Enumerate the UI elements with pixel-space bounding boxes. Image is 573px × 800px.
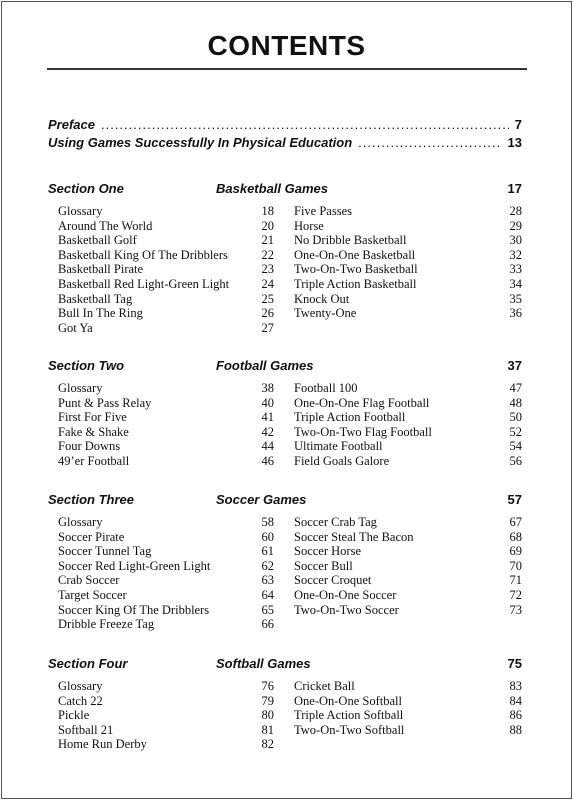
game-entry[interactable] <box>58 248 274 263</box>
game-title: Football 100 <box>294 381 358 395</box>
game-entry[interactable] <box>58 588 274 603</box>
game-entry[interactable] <box>58 439 274 454</box>
game-page: 41 <box>261 410 274 425</box>
game-title: Dribble Freeze Tag <box>58 617 155 632</box>
game-title: Soccer Crab Tag <box>294 515 377 529</box>
section-topic: Football Games <box>216 358 314 373</box>
game-page: 58 <box>261 515 274 529</box>
section-name: Section Four <box>48 656 128 671</box>
game-page: 44 <box>261 439 274 454</box>
section-heading[interactable] <box>48 656 522 676</box>
game-title: One-On-One Basketball <box>294 247 416 262</box>
game-title: Basketball Red Light-Green Light <box>58 276 230 291</box>
game-title: Glossary <box>58 679 103 693</box>
game-entry[interactable] <box>294 292 522 307</box>
section-two <box>48 358 522 468</box>
game-title: Home Run Derby <box>58 737 147 752</box>
game-entry[interactable] <box>294 233 522 248</box>
game-entry[interactable] <box>58 410 274 425</box>
game-title: Catch 22 <box>58 693 103 708</box>
game-page: 35 <box>509 291 522 306</box>
game-title: Soccer Steal The Bacon <box>294 529 414 544</box>
game-entry[interactable] <box>294 204 522 219</box>
game-title: First For Five <box>58 410 127 425</box>
game-page: 52 <box>509 424 522 439</box>
game-title: Soccer Croquet <box>294 573 372 588</box>
toc-entry-page: 7 <box>514 117 522 132</box>
game-entry[interactable] <box>294 381 522 396</box>
game-page: 30 <box>509 233 522 248</box>
game-page: 50 <box>509 410 522 425</box>
game-title: Glossary <box>58 204 103 218</box>
game-entry[interactable] <box>294 603 522 618</box>
game-title: Basketball Tag <box>58 291 133 306</box>
game-page: 34 <box>509 276 522 291</box>
section-one <box>48 181 522 335</box>
game-list-right <box>294 515 522 617</box>
game-title: Five Passes <box>294 204 352 218</box>
game-page: 20 <box>261 218 274 233</box>
page-title: CONTENTS <box>207 30 366 61</box>
game-title: Bull In The Ring <box>58 306 143 321</box>
game-entry[interactable] <box>294 248 522 263</box>
game-page: 42 <box>261 424 274 439</box>
game-title: Softball 21 <box>58 722 114 737</box>
game-entry[interactable] <box>294 277 522 292</box>
game-title: Got Ya <box>58 320 93 335</box>
game-title: Ultimate Football <box>294 439 383 454</box>
game-entry[interactable] <box>58 530 274 545</box>
game-page: 66 <box>261 617 274 632</box>
game-page: 84 <box>509 693 522 708</box>
game-page: 48 <box>509 395 522 410</box>
game-title: Fake & Shake <box>58 424 129 439</box>
game-page: 88 <box>509 722 522 737</box>
game-page: 54 <box>509 439 522 454</box>
game-entry[interactable] <box>58 559 274 574</box>
game-entry[interactable] <box>58 233 274 248</box>
game-title: No Dribble Basketball <box>294 233 407 248</box>
game-entry[interactable] <box>294 723 522 738</box>
game-title: Around The World <box>58 218 153 233</box>
game-page: 86 <box>509 708 522 723</box>
game-page: 56 <box>509 453 522 468</box>
game-page: 28 <box>509 204 522 218</box>
game-page: 76 <box>261 679 274 693</box>
game-title: Horse <box>294 218 324 233</box>
section-page: 75 <box>507 656 522 671</box>
game-list-right <box>294 679 522 737</box>
game-entry[interactable] <box>294 396 522 411</box>
game-title: Punt & Pass Relay <box>58 395 152 410</box>
toc-entry-page: 13 <box>507 135 522 150</box>
game-page: 33 <box>509 262 522 277</box>
game-entry[interactable] <box>294 694 522 709</box>
game-page: 70 <box>509 558 522 573</box>
game-entry[interactable] <box>294 439 522 454</box>
game-title: Basketball King Of The Dribblers <box>58 247 228 262</box>
game-title: Soccer King Of The Dribblers <box>58 602 210 617</box>
game-title: Knock Out <box>294 291 350 306</box>
game-page: 23 <box>261 262 274 277</box>
game-page: 32 <box>509 247 522 262</box>
game-entry[interactable] <box>294 219 522 234</box>
game-page: 36 <box>509 306 522 321</box>
game-entry[interactable] <box>294 262 522 277</box>
game-page: 81 <box>261 722 274 737</box>
game-entry[interactable] <box>294 588 522 603</box>
game-entry[interactable] <box>58 723 274 738</box>
game-title: Two-On-Two Soccer <box>294 602 399 617</box>
game-entry[interactable] <box>58 737 274 752</box>
game-entry[interactable] <box>58 573 274 588</box>
game-list-right <box>294 381 522 469</box>
game-entry[interactable] <box>58 617 274 632</box>
game-page: 46 <box>261 453 274 468</box>
section-name: Section Two <box>48 358 125 373</box>
game-title: Triple Action Football <box>294 410 406 425</box>
game-page: 79 <box>261 693 274 708</box>
game-entry[interactable] <box>58 321 274 336</box>
game-page: 65 <box>261 602 274 617</box>
contents-page <box>1 1 572 799</box>
game-page: 29 <box>509 218 522 233</box>
game-title: Twenty-One <box>294 306 357 321</box>
game-entry[interactable] <box>58 694 274 709</box>
game-title: Two-On-Two Basketball <box>294 262 418 277</box>
game-entry[interactable] <box>58 515 274 530</box>
game-entry[interactable] <box>294 515 522 530</box>
game-entry[interactable] <box>58 679 274 694</box>
game-page: 60 <box>261 529 274 544</box>
game-title: Crab Soccer <box>58 573 120 588</box>
dot-leader <box>358 135 501 150</box>
game-page: 27 <box>261 320 274 335</box>
game-title: Target Soccer <box>58 587 127 602</box>
section-name: Section One <box>48 181 124 196</box>
game-entry[interactable] <box>58 425 274 440</box>
game-title: Soccer Red Light-Green Light <box>58 558 211 573</box>
game-page: 68 <box>509 529 522 544</box>
game-entry[interactable] <box>294 544 522 559</box>
game-page: 71 <box>509 573 522 588</box>
game-title: Cricket Ball <box>294 679 355 693</box>
section-three <box>48 492 522 632</box>
game-list-right <box>294 204 522 321</box>
section-four <box>48 656 522 752</box>
game-page: 63 <box>261 573 274 588</box>
game-entry[interactable] <box>294 425 522 440</box>
game-entry[interactable] <box>58 262 274 277</box>
game-entry[interactable] <box>58 306 274 321</box>
dot-leader <box>101 117 509 132</box>
section-heading[interactable] <box>48 358 522 378</box>
section-page: 17 <box>507 181 522 196</box>
game-page: 72 <box>509 587 522 602</box>
game-entry[interactable] <box>58 204 274 219</box>
game-title: Basketball Golf <box>58 233 137 248</box>
section-topic: Soccer Games <box>216 492 307 507</box>
game-entry[interactable] <box>58 603 274 618</box>
game-title: Two-On-Two Softball <box>294 722 405 737</box>
game-page: 69 <box>509 544 522 559</box>
game-page: 21 <box>261 233 274 248</box>
section-page: 37 <box>507 358 522 373</box>
game-list-left <box>58 204 274 335</box>
game-list-left <box>58 381 274 469</box>
game-page: 38 <box>261 381 274 395</box>
game-entry[interactable] <box>294 306 522 321</box>
game-entry[interactable] <box>58 454 274 469</box>
game-page: 47 <box>509 381 522 395</box>
title-divider <box>47 68 527 70</box>
game-title: Soccer Horse <box>294 544 361 559</box>
toc-entry-label: Preface <box>48 117 95 132</box>
game-entry[interactable] <box>294 679 522 694</box>
game-title: Triple Action Basketball <box>294 276 417 291</box>
section-topic: Softball Games <box>216 656 311 671</box>
section-name: Section Three <box>48 492 134 507</box>
game-entry[interactable] <box>58 396 274 411</box>
game-page: 64 <box>261 587 274 602</box>
game-entry[interactable] <box>294 454 522 469</box>
game-page: 73 <box>509 602 522 617</box>
game-page: 22 <box>261 247 274 262</box>
game-title: 49’er Football <box>58 453 130 468</box>
game-entry[interactable] <box>58 708 274 723</box>
game-title: Soccer Bull <box>294 558 353 573</box>
game-entry[interactable] <box>294 559 522 574</box>
game-title: Glossary <box>58 381 103 395</box>
game-page: 40 <box>261 395 274 410</box>
toc-entry-using-games[interactable] <box>48 135 522 155</box>
game-list-left <box>58 679 274 752</box>
game-entry[interactable] <box>58 277 274 292</box>
game-page: 25 <box>261 291 274 306</box>
section-heading[interactable] <box>48 181 522 201</box>
toc-entry-preface[interactable] <box>48 117 522 137</box>
game-entry[interactable] <box>294 573 522 588</box>
game-title: Field Goals Galore <box>294 453 390 468</box>
game-title: Four Downs <box>58 439 121 454</box>
game-entry[interactable] <box>294 410 522 425</box>
game-entry[interactable] <box>58 544 274 559</box>
game-title: One-On-One Flag Football <box>294 395 430 410</box>
game-page: 62 <box>261 558 274 573</box>
game-title: Pickle <box>58 708 90 723</box>
game-title: Triple Action Softball <box>294 708 404 723</box>
game-entry[interactable] <box>294 530 522 545</box>
section-page: 57 <box>507 492 522 507</box>
game-entry[interactable] <box>58 292 274 307</box>
game-page: 61 <box>261 544 274 559</box>
game-page: 24 <box>261 276 274 291</box>
game-page: 18 <box>261 204 274 218</box>
game-title: Two-On-Two Flag Football <box>294 424 432 439</box>
game-entry[interactable] <box>58 219 274 234</box>
game-title: Soccer Tunnel Tag <box>58 544 152 559</box>
game-title: One-On-One Softball <box>294 693 402 708</box>
game-title: One-On-One Soccer <box>294 587 397 602</box>
game-page: 83 <box>509 679 522 693</box>
toc-entry-label: Using Games Successfully In Physical Education <box>48 135 353 150</box>
section-heading[interactable] <box>48 492 522 512</box>
game-entry[interactable] <box>294 708 522 723</box>
game-page: 82 <box>261 737 274 752</box>
game-title: Soccer Pirate <box>58 529 125 544</box>
game-page: 80 <box>261 708 274 723</box>
game-page: 26 <box>261 306 274 321</box>
game-list-left <box>58 515 274 632</box>
game-entry[interactable] <box>58 381 274 396</box>
game-title: Basketball Pirate <box>58 262 144 277</box>
game-title: Glossary <box>58 515 103 529</box>
game-page: 67 <box>509 515 522 529</box>
section-topic: Basketball Games <box>216 181 329 196</box>
